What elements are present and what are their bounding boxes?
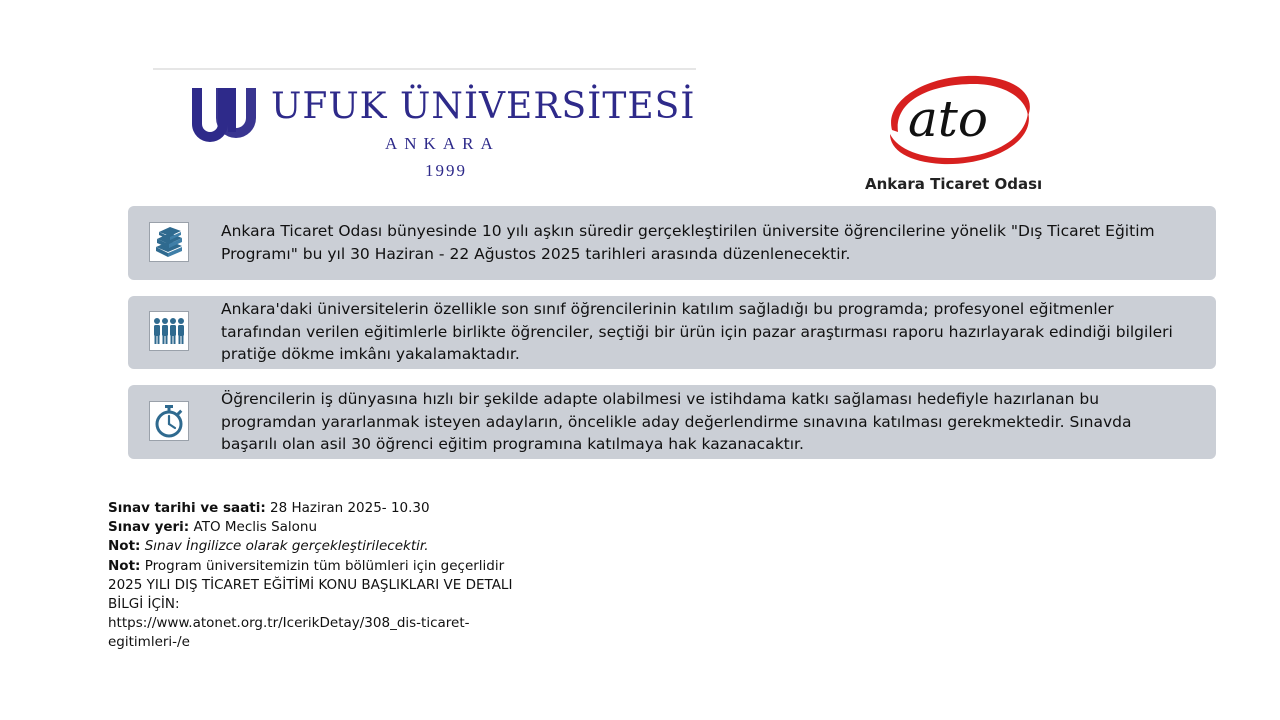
note-label: Not: (108, 557, 141, 574)
note-label: Not: (108, 538, 141, 555)
exam-date-value: 28 Haziran 2025- 10.30 (265, 500, 430, 516)
info-heading: 2025 YILI DIŞ TİCARET EĞİTİMİ KONU BAŞLIKLARI VE DETALI BİLGİ İÇİN: (108, 576, 513, 613)
note-language-line (108, 537, 548, 556)
exam-place-value: ATO Meclis Salonu (189, 519, 318, 536)
exam-place-line (108, 518, 548, 537)
ufuk-university-logo (153, 68, 696, 188)
books-icon (149, 222, 189, 262)
ufuk-university-city: ANKARA (385, 134, 500, 153)
exam-details (108, 499, 548, 653)
note-language-value: Sınav İngilizce olarak gerçekleştirilecektir. (140, 538, 429, 555)
info-box-text: Ankara Ticaret Odası bünyesinde 10 yılı aşkın süredir gerçekleştirilen üniversite öğrencilerine yönelik "Dış Ticaret Eğitim Programı" bu yıl 30 Haziran - 22 Ağustos 2025 tarihleri arasında düzenlenecektir. (221, 222, 1155, 263)
info-box-exam-requirement (128, 385, 1216, 459)
ufuk-university-name: UFUK ÜNİVERSİTESİ (271, 86, 696, 127)
ufuk-university-year: 1999 (425, 161, 467, 180)
exam-date-line (108, 499, 548, 518)
note-departments-line (108, 557, 548, 576)
ufuk-monogram-icon (188, 84, 262, 154)
info-box-text: Öğrencilerin iş dünyasına hızlı bir şekilde adapte olabilmesi ve istihdama katkı sağlaması hedefiyle hazırlanan bu programdan yararlanmak isteyen adayların, öncelikle aday değerlendirme sınavına katılması gerekmektedir. Sınavda başarılı olan asil 30 öğrenci eğitim programına katılmaya hak kazanacaktır. (221, 390, 1132, 453)
details-link[interactable]: https://www.atonet.org.tr/IcerikDetay/308_dis-ticaret-egitimleri-/e (108, 615, 470, 651)
svg-text:ato: ato (908, 90, 989, 148)
exam-date-label: Sınav tarihi ve saati: (108, 500, 266, 516)
group-icon (149, 311, 189, 351)
exam-place-label: Sınav yeri: (108, 519, 190, 536)
ato-mark-icon (878, 72, 1038, 172)
ato-caption: Ankara Ticaret Odası (865, 175, 1043, 193)
note-departments-value: Program üniversitemizin tüm bölümleri için geçerlidir (140, 557, 505, 574)
info-box-program-content (128, 296, 1216, 369)
info-box-program-dates (128, 206, 1216, 280)
info-box-text: Ankara'daki üniversitelerin özellikle son sınıf öğrencilerinin katılım sağladığı bu programda; profesyonel eğitmenler tarafından verilen eğitimlerle birlikte öğrenciler, seçtiği bir ürün için pazar araştırması raporu hazırlayarak edindiği bilgileri pratiğe dökme imkânı yakalamaktadır. (221, 300, 1173, 363)
stopwatch-icon (149, 401, 189, 441)
ato-logo (858, 72, 1058, 196)
